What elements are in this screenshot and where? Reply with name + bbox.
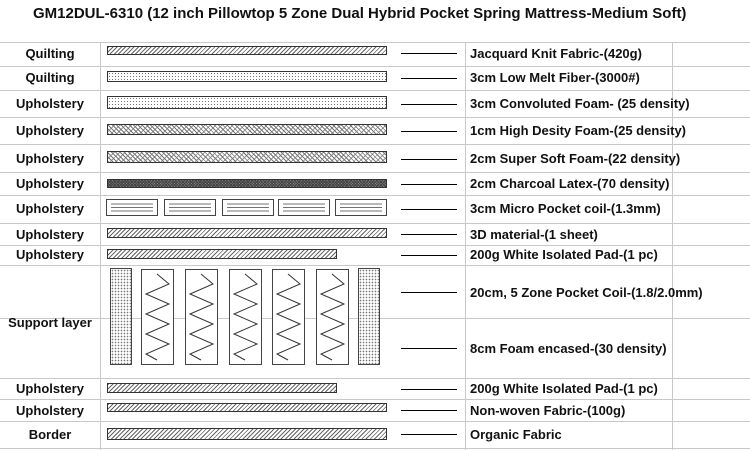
layer-label: Upholstery <box>16 151 84 166</box>
leader-line <box>401 131 457 132</box>
leader-line <box>401 255 457 256</box>
leader-line <box>401 234 457 235</box>
layer-label: Support layer <box>8 315 92 330</box>
layer-description: 3D material-(1 sheet) <box>470 227 598 242</box>
layer-illustration <box>107 46 387 55</box>
layer-description: Jacquard Knit Fabric-(420g) <box>470 46 642 61</box>
layer-illustration <box>107 428 387 440</box>
grid-row-divider <box>0 66 750 67</box>
layer-label: Quilting <box>25 46 75 61</box>
leader-line <box>401 389 457 390</box>
leader-line <box>401 434 457 435</box>
grid-row-divider <box>0 172 750 173</box>
grid-row-divider <box>0 117 750 118</box>
grid-row-divider <box>0 90 750 91</box>
grid-row-divider <box>0 195 750 196</box>
layer-label: Upholstery <box>16 381 84 396</box>
pocket-coil <box>272 269 305 365</box>
layer-illustration <box>107 124 387 135</box>
layer-illustration <box>107 249 337 259</box>
layer-illustration <box>107 403 387 412</box>
layer-description: 3cm Low Melt Fiber-(3000#) <box>470 70 640 85</box>
pocket-coil <box>141 269 174 365</box>
layer-label: Upholstery <box>16 123 84 138</box>
micro-coil-illustration <box>222 199 274 216</box>
layer-description: 20cm, 5 Zone Pocket Coil-(1.8/2.0mm) <box>470 285 703 300</box>
layer-illustration <box>107 71 387 82</box>
layer-label: Upholstery <box>16 227 84 242</box>
leader-line <box>401 348 457 349</box>
leader-line <box>401 292 457 293</box>
foam-encasement-left <box>110 268 132 365</box>
layer-description: 2cm Super Soft Foam-(22 density) <box>470 151 681 166</box>
layer-description: 1cm High Desity Foam-(25 density) <box>470 123 686 138</box>
grid-column-divider <box>465 42 466 450</box>
grid-row-divider <box>0 42 750 43</box>
layer-description: Organic Fabric <box>470 427 562 442</box>
micro-coil-illustration <box>164 199 216 216</box>
foam-encasement-right <box>358 268 380 365</box>
layer-label: Upholstery <box>16 403 84 418</box>
layer-description: 2cm Charcoal Latex-(70 density) <box>470 176 670 191</box>
grid-row-divider <box>0 421 750 422</box>
grid-row-divider <box>0 378 750 379</box>
leader-line <box>401 78 457 79</box>
grid-row-divider <box>0 265 750 266</box>
layer-description: 3cm Convoluted Foam- (25 density) <box>470 96 690 111</box>
micro-coil-illustration <box>106 199 158 216</box>
layer-illustration <box>107 383 337 393</box>
grid-row-divider <box>0 245 750 246</box>
layer-label: Border <box>28 427 72 442</box>
layer-label: Upholstery <box>16 201 84 216</box>
grid-row-divider <box>0 399 750 400</box>
layer-description-secondary: 8cm Foam encased-(30 density) <box>470 341 667 356</box>
grid-row-divider <box>0 223 750 224</box>
grid-row-divider <box>0 448 750 449</box>
pocket-coil <box>185 269 218 365</box>
layer-illustration <box>107 151 387 163</box>
pocket-coil <box>316 269 349 365</box>
leader-line <box>401 104 457 105</box>
layer-label: Upholstery <box>16 96 84 111</box>
page-title: GM12DUL-6310 (12 inch Pillowtop 5 Zone Dual Hybrid Pocket Spring Mattress-Medium Soft) <box>33 5 687 22</box>
leader-line <box>401 53 457 54</box>
micro-coil-illustration <box>335 199 387 216</box>
pocket-coil <box>229 269 262 365</box>
layer-description: 200g White Isolated Pad-(1 pc) <box>470 247 658 262</box>
leader-line <box>401 209 457 210</box>
leader-line <box>401 159 457 160</box>
grid-column-divider <box>100 42 101 450</box>
layer-description: 200g White Isolated Pad-(1 pc) <box>470 381 658 396</box>
layer-illustration <box>107 228 387 238</box>
grid-row-divider <box>0 144 750 145</box>
layer-description: 3cm Micro Pocket coil-(1.3mm) <box>470 201 661 216</box>
layer-illustration <box>107 179 387 188</box>
layer-label: Quilting <box>25 70 75 85</box>
layer-illustration <box>107 96 387 109</box>
micro-coil-illustration <box>278 199 330 216</box>
layer-label: Upholstery <box>16 176 84 191</box>
leader-line <box>401 410 457 411</box>
layer-description: Non-woven Fabric-(100g) <box>470 403 626 418</box>
leader-line <box>401 184 457 185</box>
layer-label: Upholstery <box>16 247 84 262</box>
